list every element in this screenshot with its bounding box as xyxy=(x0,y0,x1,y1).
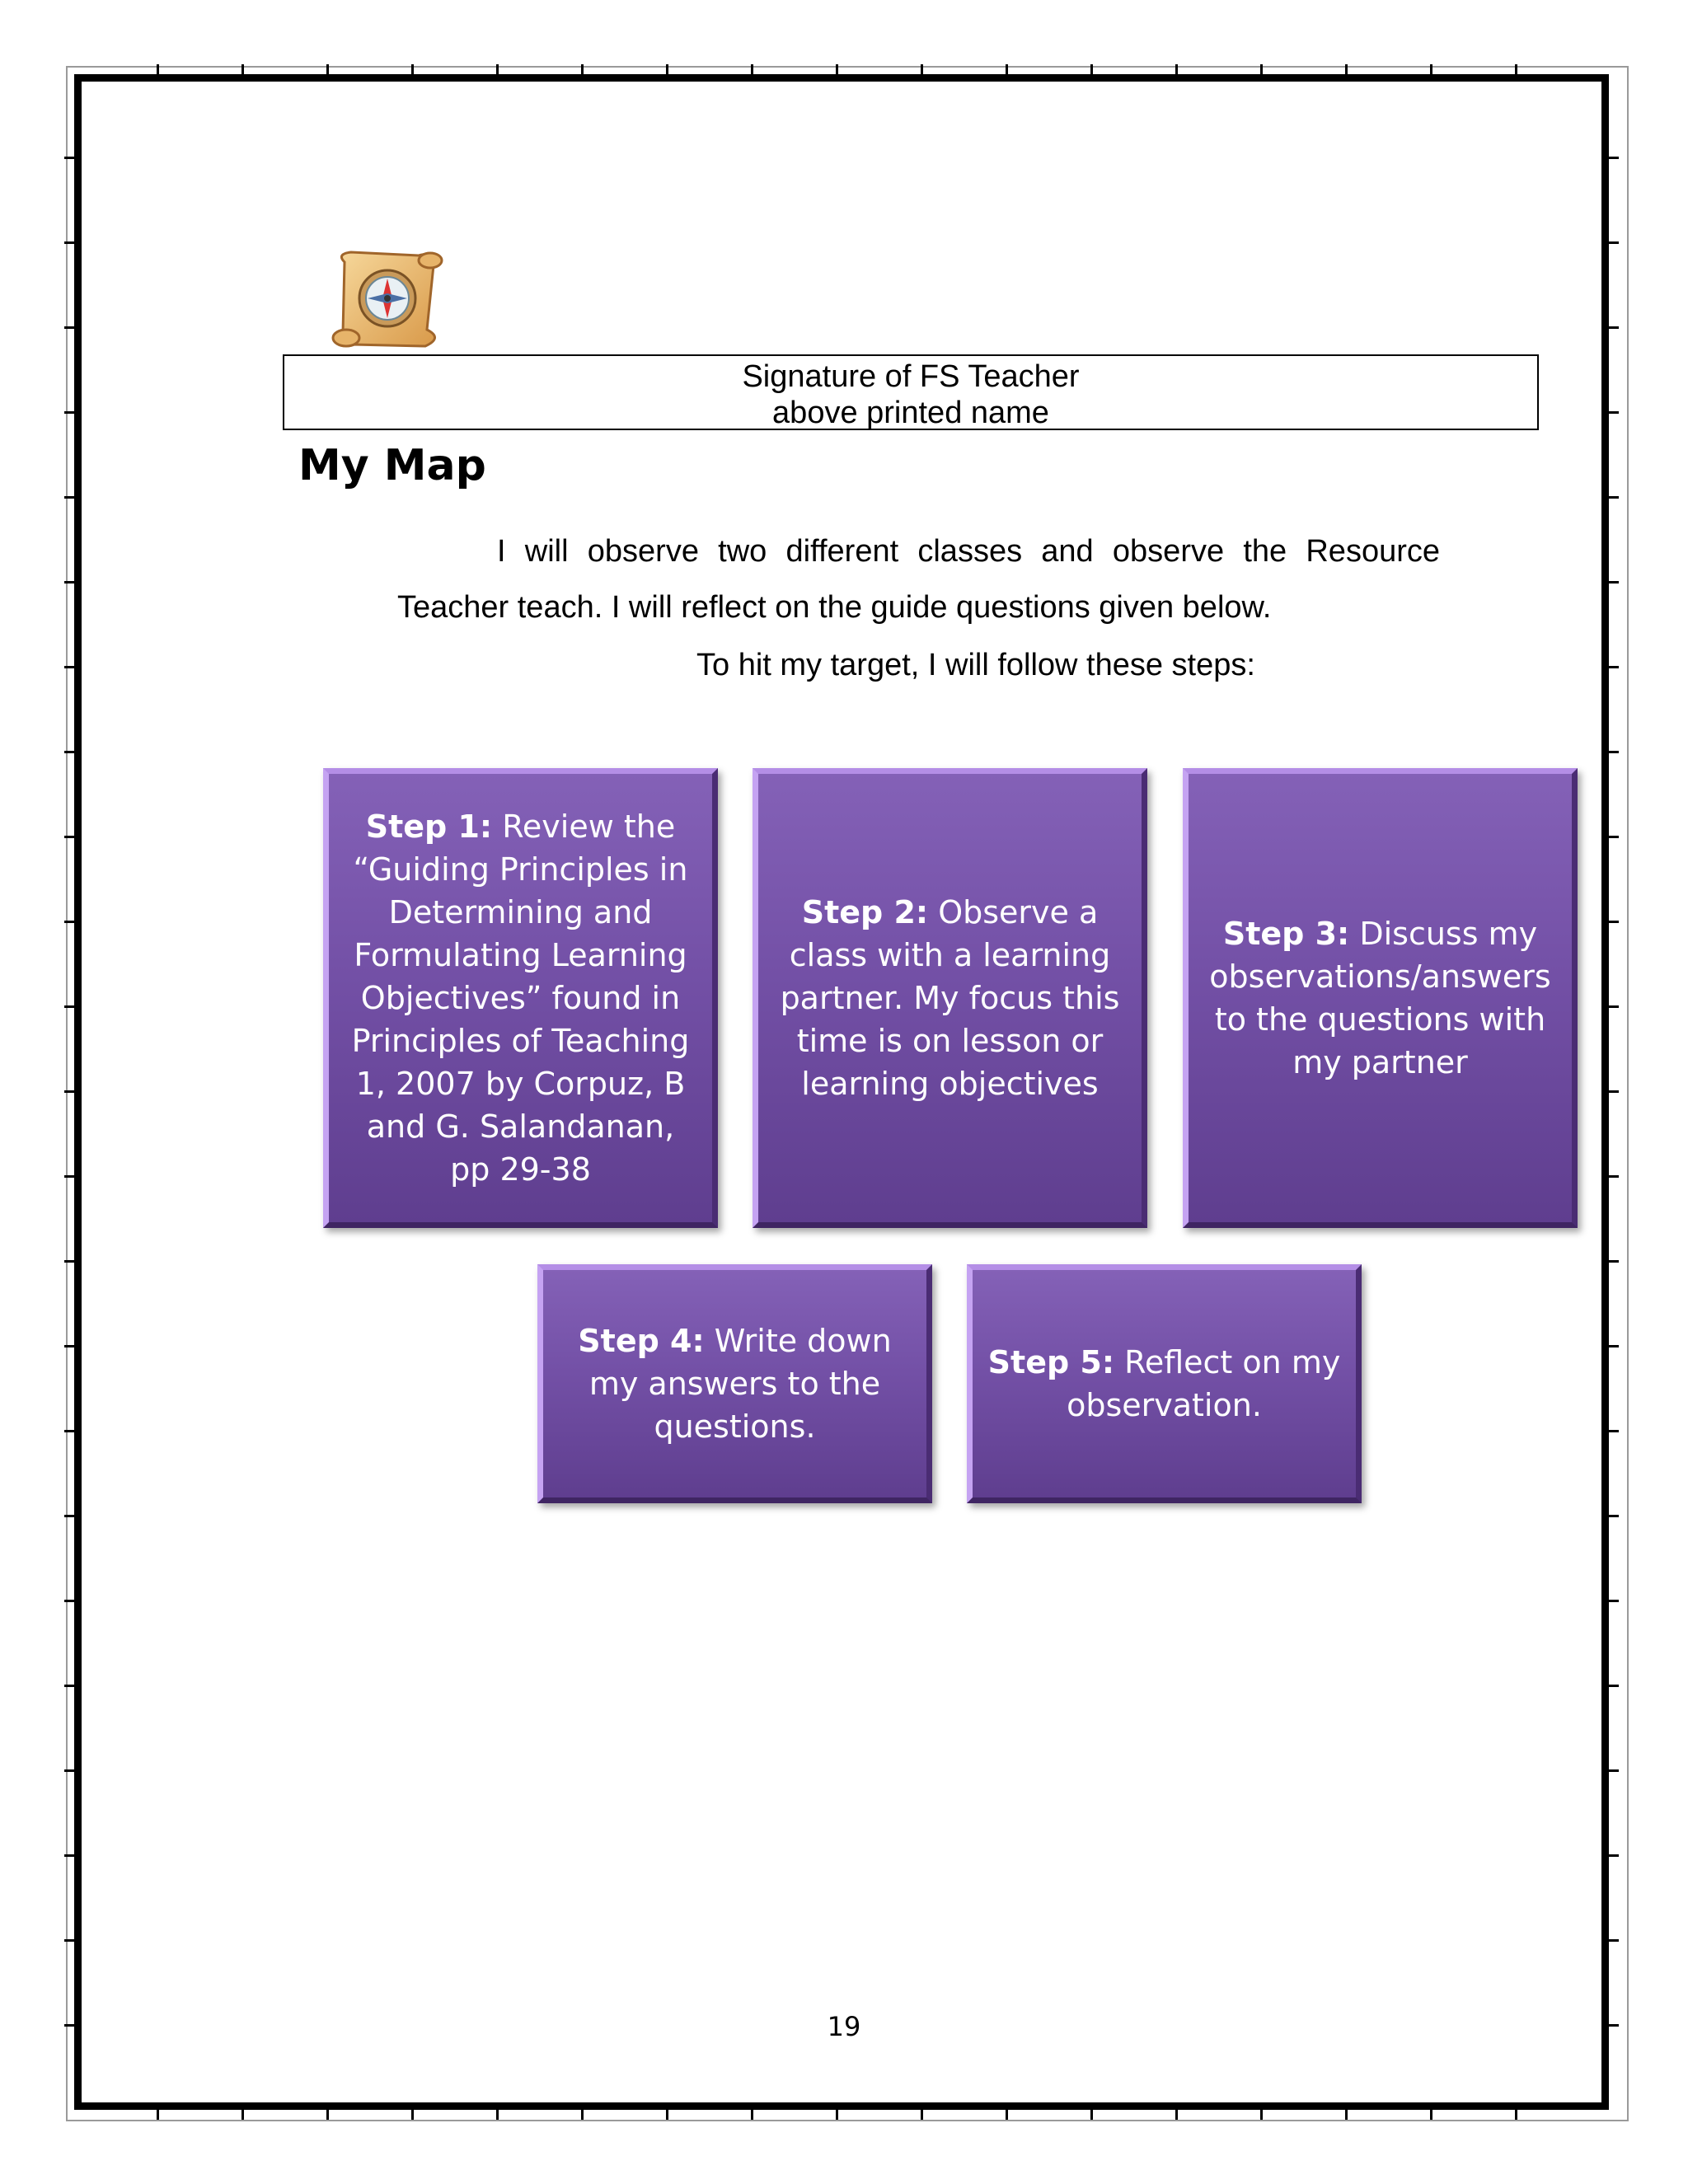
step-2-box xyxy=(753,768,1147,1228)
border-tick xyxy=(64,326,74,329)
step-3-box xyxy=(1183,768,1578,1228)
step-5-content xyxy=(987,1341,1341,1427)
border-tick xyxy=(1260,2110,1263,2120)
border-tick xyxy=(1609,1430,1619,1432)
section-heading: My Map xyxy=(298,441,486,490)
intro-line-2: Teacher teach. I will reflect on the guide questions given below. xyxy=(397,590,1272,625)
border-tick xyxy=(64,1005,74,1008)
border-tick xyxy=(64,921,74,923)
border-tick xyxy=(64,1175,74,1178)
border-tick xyxy=(64,1854,74,1857)
border-tick xyxy=(64,1769,74,1772)
step-1-text: Review the “Guiding Principles in Determining and Formulating Learning Objectives” found in Principles of Teaching 1, 2007 by Corpuz, B and G. Salandanan, pp 29-38 xyxy=(351,808,690,1188)
border-tick xyxy=(1609,1515,1619,1517)
step-4-box xyxy=(537,1264,932,1503)
border-tick xyxy=(157,2110,159,2120)
step-1-label: Step 1: xyxy=(365,808,493,845)
border-tick xyxy=(1609,1769,1619,1772)
signature-sublabel: above printed name xyxy=(772,396,1049,430)
border-tick xyxy=(1609,1005,1619,1008)
border-tick xyxy=(1006,64,1008,74)
step-1-box xyxy=(323,768,718,1228)
border-tick xyxy=(326,2110,329,2120)
border-tick xyxy=(1609,751,1619,753)
border-tick xyxy=(666,2110,668,2120)
border-tick xyxy=(1609,157,1619,159)
step-4-label: Step 4: xyxy=(578,1323,705,1359)
border-tick xyxy=(64,241,74,244)
border-tick xyxy=(1609,1854,1619,1857)
step-1-content xyxy=(344,805,697,1191)
border-tick xyxy=(581,2110,584,2120)
border-tick xyxy=(1609,666,1619,668)
border-tick xyxy=(1609,241,1619,244)
border-tick xyxy=(1430,2110,1432,2120)
page-number: 19 xyxy=(827,2011,861,2042)
border-tick xyxy=(666,64,668,74)
border-tick xyxy=(1609,581,1619,583)
border-tick xyxy=(1175,2110,1178,2120)
border-tick xyxy=(751,2110,753,2120)
border-tick xyxy=(64,1345,74,1347)
border-tick xyxy=(1609,836,1619,838)
border-tick xyxy=(157,64,159,74)
signature-label: Signature of FS Teacher xyxy=(742,359,1080,394)
border-tick xyxy=(1609,496,1619,499)
border-tick xyxy=(64,1939,74,1942)
border-tick xyxy=(1609,326,1619,329)
border-tick xyxy=(241,2110,244,2120)
signature-box xyxy=(283,354,1539,430)
border-tick xyxy=(1515,2110,1517,2120)
intro-line-3: To hit my target, I will follow these steps: xyxy=(696,648,1255,682)
border-tick xyxy=(64,1430,74,1432)
border-tick xyxy=(1609,1090,1619,1093)
border-tick xyxy=(64,1090,74,1093)
border-tick xyxy=(64,411,74,414)
border-tick xyxy=(1609,1175,1619,1178)
compass-map-icon xyxy=(320,247,460,354)
border-tick xyxy=(1609,1939,1619,1942)
border-tick xyxy=(836,2110,838,2120)
intro-line-1: I will observe two different classes and observe the Resource xyxy=(497,534,1440,569)
step-5-box xyxy=(967,1264,1362,1503)
border-tick xyxy=(64,836,74,838)
step-2-text: Observe a class with a learning partner. My focus this time is on lesson or learning objectives xyxy=(780,894,1120,1102)
border-tick xyxy=(496,64,499,74)
border-tick xyxy=(1609,411,1619,414)
border-tick xyxy=(1090,2110,1093,2120)
border-tick xyxy=(1609,1260,1619,1263)
border-tick xyxy=(1090,64,1093,74)
border-tick xyxy=(64,157,74,159)
step-4-text: Write down my answers to the questions. xyxy=(588,1323,892,1445)
border-tick xyxy=(1006,2110,1008,2120)
border-tick xyxy=(581,64,584,74)
border-tick xyxy=(64,1260,74,1263)
border-tick xyxy=(921,64,923,74)
border-tick xyxy=(1260,64,1263,74)
border-tick xyxy=(1175,64,1178,74)
border-tick xyxy=(411,64,414,74)
border-tick xyxy=(64,581,74,583)
step-5-text: Reflect on my observation. xyxy=(1067,1344,1341,1423)
border-tick xyxy=(496,2110,499,2120)
border-tick xyxy=(64,1515,74,1517)
border-tick xyxy=(836,64,838,74)
border-tick xyxy=(1515,64,1517,74)
border-tick xyxy=(411,2110,414,2120)
step-4-content xyxy=(558,1319,912,1448)
border-tick xyxy=(751,64,753,74)
step-3-label: Step 3: xyxy=(1222,916,1350,952)
border-tick xyxy=(64,666,74,668)
border-tick xyxy=(1609,1685,1619,1687)
border-tick xyxy=(241,64,244,74)
border-tick xyxy=(1345,64,1348,74)
step-3-content xyxy=(1203,912,1557,1084)
border-tick xyxy=(64,1600,74,1602)
border-tick xyxy=(64,1685,74,1687)
border-tick xyxy=(1430,64,1432,74)
border-tick xyxy=(64,751,74,753)
border-tick xyxy=(1609,1345,1619,1347)
border-tick xyxy=(64,496,74,499)
border-tick xyxy=(326,64,329,74)
border-tick xyxy=(1609,1600,1619,1602)
step-2-content xyxy=(773,891,1127,1105)
border-tick xyxy=(1609,921,1619,923)
border-tick xyxy=(1345,2110,1348,2120)
border-tick xyxy=(921,2110,923,2120)
step-2-label: Step 2: xyxy=(801,894,929,930)
step-3-text: Discuss my observations/answers to the questions with my partner xyxy=(1209,916,1551,1080)
step-5-label: Step 5: xyxy=(987,1344,1115,1380)
